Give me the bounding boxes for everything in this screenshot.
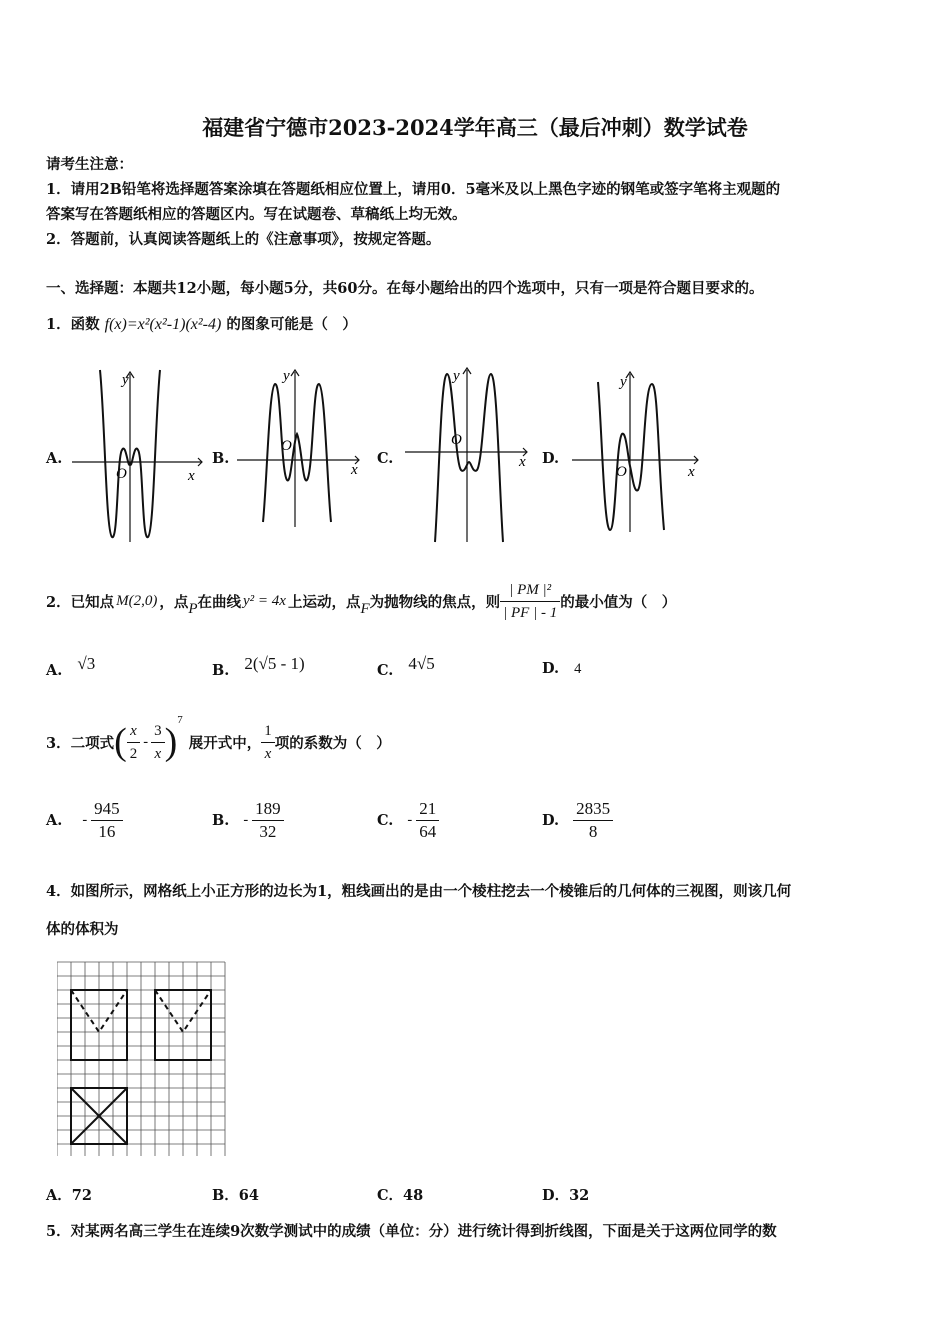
q3-frac-three bbox=[151, 720, 165, 765]
q3-suffix: 项的系数为（ ） bbox=[274, 734, 391, 752]
q2-suffix: 的最小值为（ ） bbox=[560, 593, 677, 611]
section-heading: 一、选择题：本题共12小题，每小题5分，共60分。在每小题给出的四个选项中，只有一项是符合题目要求的。 bbox=[46, 280, 764, 297]
q3-option-a-sign: - bbox=[82, 811, 88, 828]
q5-line-1: 5．对某两名高三学生在连续9次数学测试中的成绩（单位：分）进行统计得到折线图，下面是关于这两位同学的数 bbox=[46, 1223, 777, 1240]
q2-option-c-value: 4√5 bbox=[408, 654, 435, 673]
q2-option-b-value: 2(√5 - 1) bbox=[244, 654, 305, 673]
origin-label: O bbox=[116, 466, 127, 482]
q4-option-d-label: D． bbox=[542, 1187, 570, 1204]
q4-option-c-value: 48 bbox=[403, 1187, 424, 1204]
notice-line-2: 2．答题前，认真阅读答题纸上的《注意事项》，按规定答题。 bbox=[46, 231, 441, 248]
q2-mid4: 为抛物线的焦点，则 bbox=[369, 593, 501, 611]
q3-option-b-sign: - bbox=[243, 811, 249, 828]
q3-three-den: x bbox=[154, 745, 162, 762]
q3-option-c-den: 64 bbox=[419, 821, 437, 841]
q1-option-a-label: A. bbox=[46, 450, 63, 467]
q3-option-d-den: 8 bbox=[588, 821, 598, 841]
page-title: 福建省宁德市2023-2024学年高三（最后冲刺）数学试卷 bbox=[202, 115, 748, 140]
q3-option-a-num: 945 bbox=[91, 798, 123, 821]
q3-frac-x bbox=[127, 720, 141, 765]
q3-minus: - bbox=[143, 733, 149, 750]
x-label: x bbox=[351, 462, 358, 478]
q3-option-a-label: A. bbox=[46, 811, 63, 829]
q3-mid: 展开式中， bbox=[188, 734, 262, 752]
q3-power: 7 bbox=[177, 714, 183, 726]
q4-option-d-value: 32 bbox=[569, 1187, 590, 1204]
curve bbox=[263, 384, 331, 522]
curve bbox=[598, 382, 664, 530]
q4-line-1: 4．如图所示，网格纸上小正方形的边长为1，粗线画出的是由一个棱柱挖去一个棱锥后的几何体的三视图，则该几何 bbox=[46, 883, 792, 900]
x-label: x bbox=[188, 468, 195, 484]
q2-option-d-value: 4 bbox=[574, 661, 582, 677]
q4-three-view-figure bbox=[57, 960, 229, 1162]
q2-option-a bbox=[46, 654, 96, 680]
q2-frac-den: | PF | - 1 bbox=[503, 604, 558, 621]
q4-option-c bbox=[377, 1184, 423, 1205]
x-label: x bbox=[688, 464, 695, 480]
question-1 bbox=[46, 313, 357, 334]
q1-graph-b bbox=[237, 362, 372, 547]
q2-mid1: ，点 bbox=[159, 593, 189, 611]
q1-prefix: 1．函数 bbox=[46, 316, 100, 333]
q3-option-c-label: C. bbox=[377, 811, 394, 829]
q3-option-c-sign: - bbox=[407, 811, 413, 828]
q2-fraction bbox=[500, 579, 560, 624]
q1-graph-d bbox=[572, 362, 707, 547]
q4-option-c-label: C． bbox=[377, 1187, 404, 1204]
q1-formula: f(x)=x²(x²-1)(x²-4) bbox=[104, 316, 222, 333]
q4-line-2: 体的体积为 bbox=[46, 921, 119, 938]
q2-option-d bbox=[542, 660, 581, 678]
q1-option-d-label: D. bbox=[542, 450, 560, 467]
q3-option-c-num: 21 bbox=[416, 798, 439, 821]
origin-label: O bbox=[616, 464, 627, 480]
q3-option-b-num: 189 bbox=[252, 798, 284, 821]
notice-heading: 请考生注意： bbox=[46, 156, 133, 173]
y-label: y bbox=[283, 368, 290, 384]
q2-option-c-label: C. bbox=[377, 662, 394, 679]
notice-line-1: 1．请用2B铅笔将选择题答案涂填在答题纸相应位置上，请用0．5毫米及以上黑色字迹的钢笔或签字笔将主观题的 bbox=[46, 181, 781, 198]
q1-option-b-label: B. bbox=[212, 450, 230, 467]
q2-mid2: 在曲线 bbox=[197, 593, 242, 611]
q3-option-b-label: B. bbox=[212, 811, 230, 829]
q2-point-m: M(2,0) bbox=[116, 592, 158, 609]
origin-label: O bbox=[451, 432, 462, 448]
q4-option-a bbox=[46, 1184, 92, 1205]
q3-prefix: 3．二项式 bbox=[46, 734, 115, 752]
origin-label: O bbox=[281, 438, 292, 454]
q3-one-num: 1 bbox=[261, 720, 275, 743]
q4-option-b-value: 64 bbox=[238, 1187, 259, 1204]
q3-three-num: 3 bbox=[151, 720, 165, 743]
q2-option-d-label: D. bbox=[542, 660, 560, 677]
q4-option-b-label: B． bbox=[212, 1187, 239, 1204]
q1-option-c-label: C. bbox=[377, 450, 394, 467]
q3-one-den: x bbox=[264, 745, 272, 762]
q2-option-a-label: A. bbox=[46, 662, 63, 679]
q3-option-a bbox=[46, 796, 123, 844]
y-label: y bbox=[122, 372, 129, 388]
notice-line-1b: 答案写在答题纸相应的答题区内。写在试题卷、草稿纸上均无效。 bbox=[46, 206, 467, 223]
question-2 bbox=[46, 574, 676, 628]
q4-option-a-value: 72 bbox=[71, 1187, 92, 1204]
q1-suffix: 的图象可能是（ ） bbox=[226, 316, 357, 333]
q3-option-d-label: D. bbox=[542, 811, 560, 829]
x-label: x bbox=[519, 454, 526, 470]
q4-option-d bbox=[542, 1184, 589, 1205]
curve bbox=[435, 374, 503, 542]
question-3: 3．二项式 ( $\frac{x}{2}$ - $\frac{3}{x}$ ) 7 展开式中， $\frac{1}{x}$ 项的系数为（ ） bbox=[46, 714, 391, 763]
q2-option-c bbox=[377, 654, 435, 680]
q4-option-a-label: A． bbox=[46, 1187, 72, 1204]
q3-option-c bbox=[377, 796, 439, 844]
q3-option-d-num: 2835 bbox=[573, 798, 613, 821]
y-label: y bbox=[620, 374, 627, 390]
q3-x-den: 2 bbox=[129, 745, 138, 762]
q3-option-b-den: 32 bbox=[259, 821, 277, 841]
q3-option-d bbox=[542, 796, 613, 844]
q1-graph-a bbox=[72, 362, 207, 547]
q2-p: P bbox=[188, 600, 198, 617]
q2-option-b-label: B. bbox=[212, 662, 230, 679]
q2-mid3: 上运动，点 bbox=[287, 593, 361, 611]
q2-curve: y² = 4x bbox=[243, 592, 286, 609]
q2-prefix: 2．已知点 bbox=[46, 593, 115, 611]
y-label: y bbox=[453, 368, 460, 384]
q3-x-num: x bbox=[127, 720, 141, 743]
q3-option-b bbox=[212, 796, 284, 844]
q1-graph-c bbox=[405, 362, 540, 547]
q3-option-a-den: 16 bbox=[98, 821, 116, 841]
q2-option-a-value: √3 bbox=[77, 654, 96, 673]
q2-f: F bbox=[360, 600, 370, 617]
q2-frac-num: | PM |² bbox=[500, 579, 560, 602]
q4-option-b bbox=[212, 1184, 259, 1205]
q2-option-b bbox=[212, 654, 305, 680]
q3-frac-one bbox=[261, 720, 275, 765]
